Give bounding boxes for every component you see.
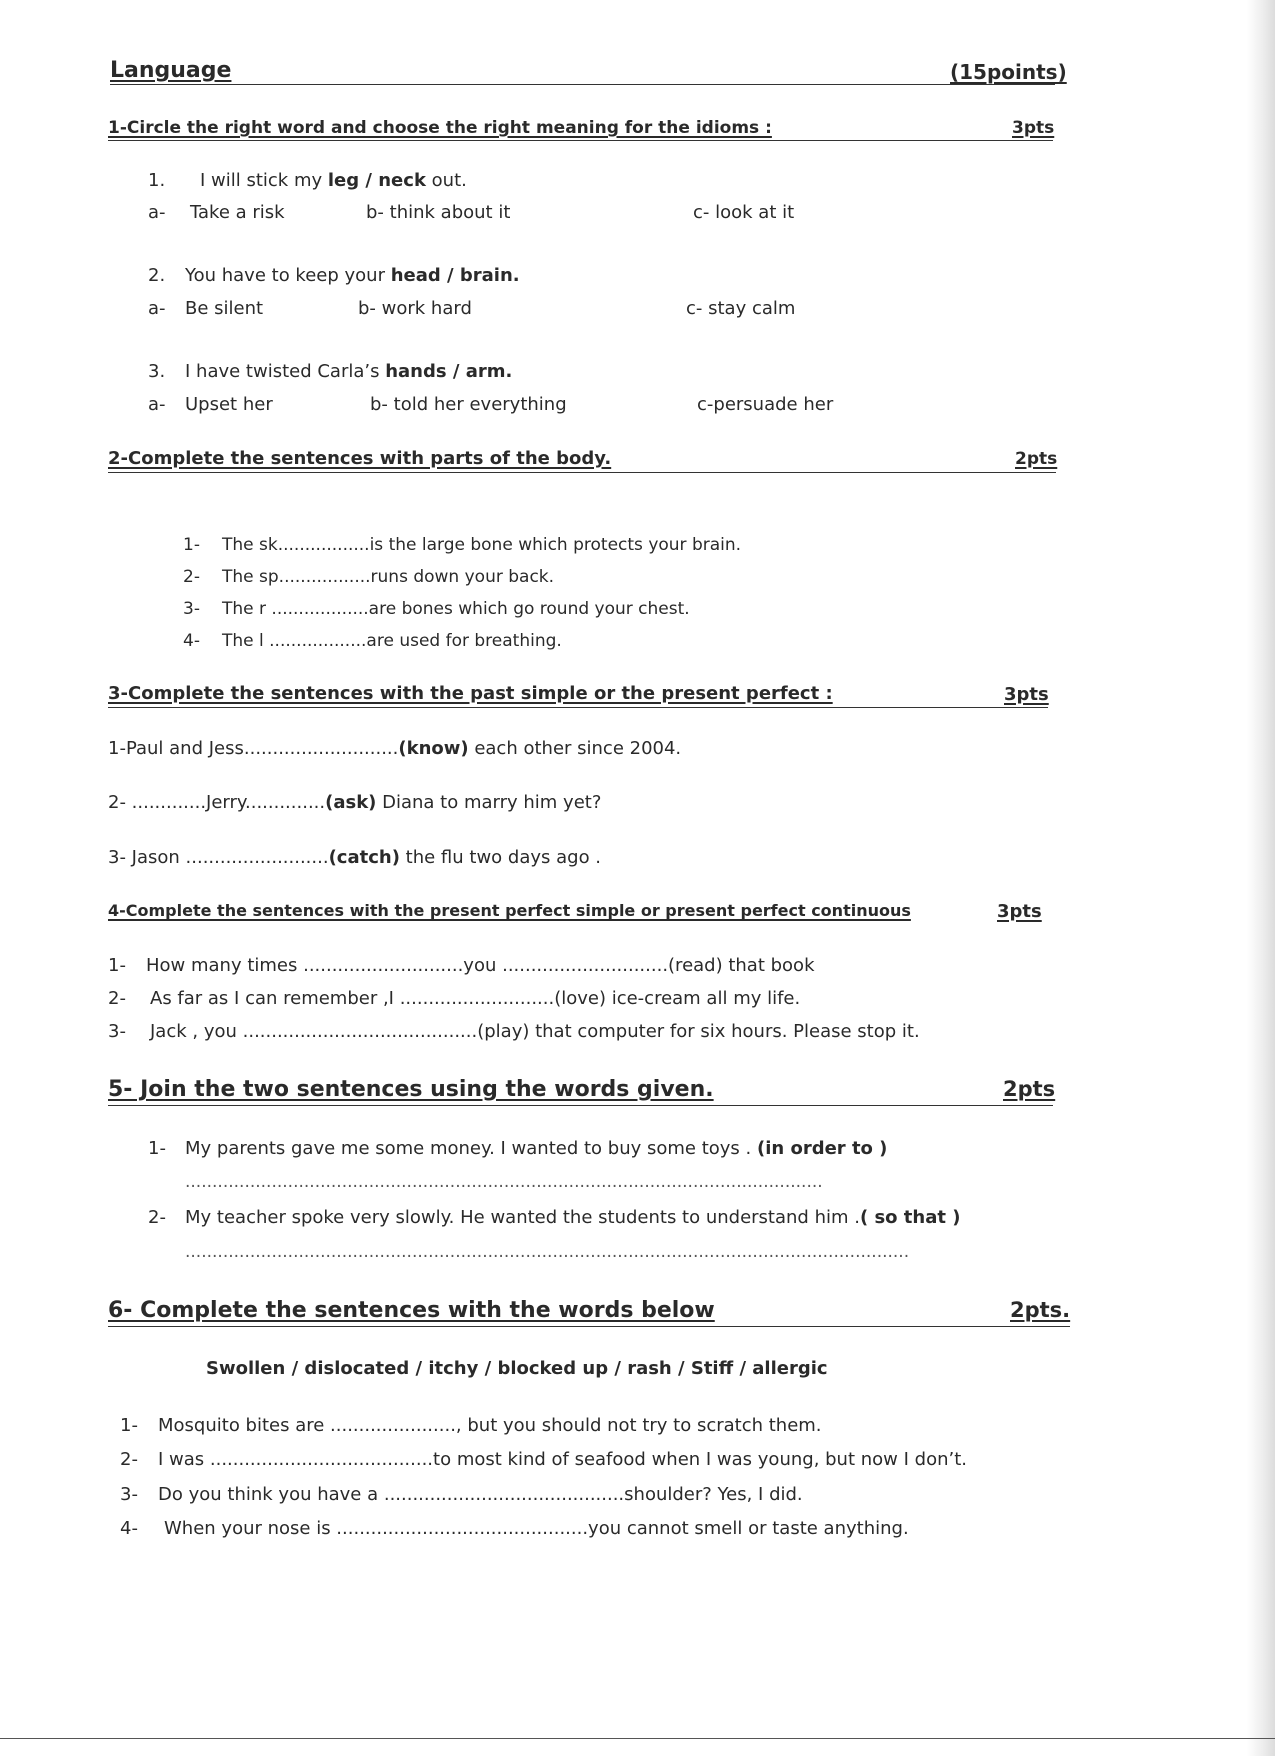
total-points: (15points) [950, 60, 1067, 84]
connector-hint: ( so that ) [859, 1207, 961, 1228]
section-1-heading: 1-Circle the right word and choose the right meaning for the idioms : [108, 118, 772, 138]
answer-line: ...................................................................................................................................... [185, 1242, 910, 1262]
s1-item-number: 3. [148, 361, 166, 382]
word-choice: leg / neck [327, 170, 426, 191]
s2-item-text: The r ..................are bones which go round your chest. [222, 599, 690, 619]
s6-item-number: 2- [120, 1449, 138, 1470]
s1-item-number: 2. [148, 265, 166, 286]
s2-item-number: 1- [183, 535, 200, 555]
s1-option-a: Upset her [185, 394, 273, 415]
section-3-heading: 3-Complete the sentences with the past simple or the present perfect : [108, 683, 833, 704]
section-2-heading: 2-Complete the sentences with parts of the body. [108, 448, 612, 469]
section-1-rule [108, 140, 1053, 141]
s6-item-text: Do you think you have a ..........................................shoulder? Yes, I did. [158, 1484, 803, 1505]
s6-item-text: Mosquito bites are ......................, but you should not try to scratch them. [158, 1415, 822, 1436]
s1-item-question: I will stick my leg / neck out. [200, 170, 467, 191]
s4-item-text: How many times ............................you .............................(read) that book [146, 955, 815, 976]
scan-bottom-line [0, 1738, 1275, 1739]
verb-hint: (ask) [325, 792, 377, 813]
section-2-rule [108, 472, 1056, 473]
s4-item-number: 1- [108, 955, 126, 976]
s1-option-c: c-persuade her [697, 394, 834, 415]
answer-line: ...................................................................................................................... [185, 1172, 823, 1192]
s6-item-number: 3- [120, 1484, 138, 1505]
s3-item: 3- Jason .........................(catch) the flu two days ago . [108, 847, 602, 868]
section-5-heading: 5- Join the two sentences using the words given. [108, 1077, 714, 1102]
s2-item-number: 4- [183, 631, 200, 651]
verb-hint: (know) [398, 738, 469, 759]
s1-option-b: b- work hard [358, 298, 472, 319]
section-3-points: 3pts [1004, 684, 1049, 705]
section-4-heading: 4-Complete the sentences with the present perfect simple or present perfect continuous [108, 901, 911, 920]
word-box: Swollen / dislocated / itchy / blocked up / rash / Stiff / allergic [206, 1358, 828, 1379]
s1-option-a-label: a- [148, 298, 166, 319]
scan-edge-shadow [1247, 0, 1275, 1756]
section-3-rule [108, 707, 1048, 708]
s5-item-number: 1- [148, 1138, 166, 1159]
s3-item: 1-Paul and Jess...........................(know) each other since 2004. [108, 738, 682, 759]
section-6-points: 2pts. [1010, 1298, 1071, 1322]
word-choice: head / brain. [390, 265, 520, 286]
s1-option-a: Be silent [185, 298, 264, 319]
s4-item-text: Jack , you .........................................(play) that computer for six hours. Please stop it. [150, 1021, 920, 1042]
s4-item-number: 3- [108, 1021, 126, 1042]
s4-item-text: As far as I can remember ,I ...........................(love) ice-cream all my life. [150, 988, 801, 1009]
section-4-points: 3pts [997, 901, 1042, 922]
header-rule [110, 84, 1055, 85]
s6-item-text: I was .......................................to most kind of seafood when I was young, but now I don’t. [158, 1449, 967, 1470]
s2-item-text: The sk.................is the large bone which protects your brain. [222, 535, 742, 555]
s1-option-b: b- told her everything [370, 394, 567, 415]
s1-option-c: c- look at it [693, 202, 795, 223]
s6-item-number: 4- [120, 1518, 138, 1539]
verb-hint: (catch) [328, 847, 400, 868]
section-5-rule [108, 1105, 1053, 1106]
s2-item-text: The sp.................runs down your back. [222, 567, 555, 587]
s2-item-number: 3- [183, 599, 200, 619]
s4-item-number: 2- [108, 988, 126, 1009]
s1-option-b: b- think about it [366, 202, 511, 223]
s3-item: 2- .............Jerry..............(ask) Diana to marry him yet? [108, 792, 602, 813]
s1-item-question: You have to keep your head / brain. [185, 265, 520, 286]
s2-item-text: The l ..................are used for breathing. [222, 631, 562, 651]
section-2-points: 2pts [1015, 449, 1058, 469]
s1-item-number: 1. [148, 170, 166, 191]
page-title: Language [110, 58, 232, 83]
s2-item-number: 2- [183, 567, 200, 587]
section-6-rule [108, 1326, 1070, 1327]
s6-item-number: 1- [120, 1415, 138, 1436]
s1-option-a-label: a- [148, 202, 166, 223]
s1-option-c: c- stay calm [686, 298, 796, 319]
s1-option-a-label: a- [148, 394, 166, 415]
s5-item-number: 2- [148, 1207, 166, 1228]
s5-item-text: My parents gave me some money. I wanted to buy some toys . (in order to ) [185, 1138, 888, 1159]
s5-item-text: My teacher spoke very slowly. He wanted the students to understand him .( so that ) [185, 1207, 961, 1228]
connector-hint: (in order to ) [756, 1138, 888, 1159]
s1-item-question: I have twisted Carla’s hands / arm. [185, 361, 513, 382]
section-6-heading: 6- Complete the sentences with the words below [108, 1298, 715, 1323]
s6-item-text: When your nose is ............................................you cannot smell or taste anything. [164, 1518, 909, 1539]
section-5-points: 2pts [1003, 1077, 1056, 1101]
s1-option-a: Take a risk [190, 202, 285, 223]
section-1-points: 3pts [1012, 118, 1055, 138]
word-choice: hands / arm. [385, 361, 513, 382]
